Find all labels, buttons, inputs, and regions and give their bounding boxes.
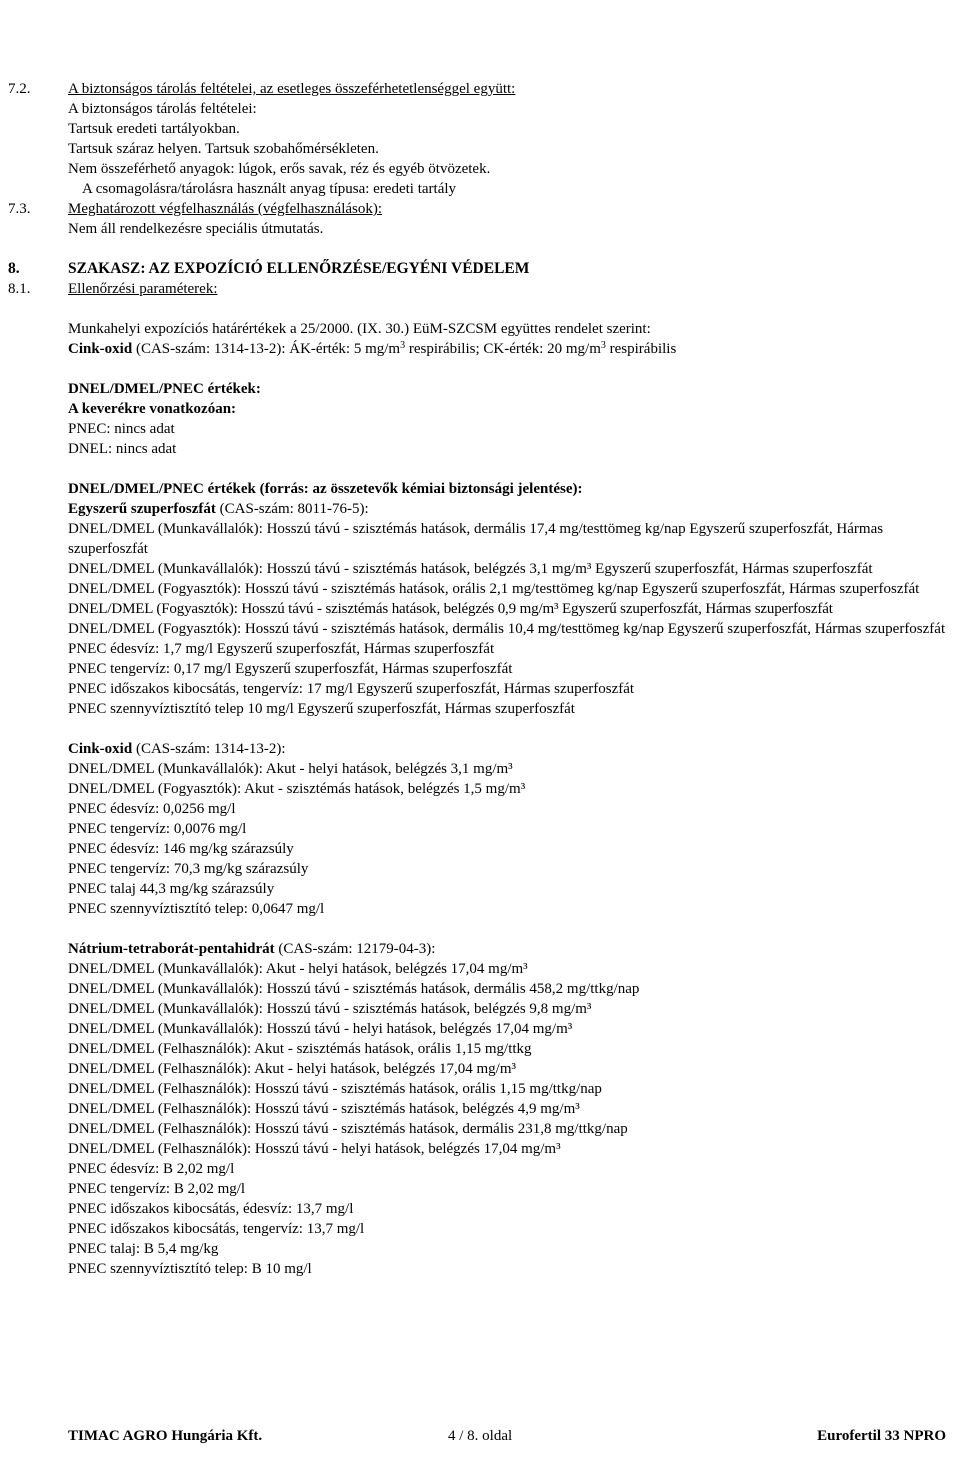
value-line: PNEC szennyvíztisztító telep: 0,0647 mg/l xyxy=(68,901,325,917)
value-line: PNEC talaj 44,3 mg/kg szárazsúly xyxy=(68,881,275,897)
created-date: Elkészítés időpontja: 2014. 01. 28. xyxy=(8,2,209,18)
end-use-line: Nem áll rendelkezésre speciális útmutatás. xyxy=(68,221,324,237)
section-title: Ellenőrzési paraméterek: xyxy=(68,281,218,297)
value-line: DNEL/DMEL (Fogyasztók): Hosszú távú - szisztémás hatások, orális 2,1 mg/testtömeg kg/nap Egyszerű szuperfoszfát, Hármas szuperfoszfát xyxy=(68,581,920,597)
section-number: 7.2. xyxy=(8,81,31,97)
mixture-subheading: A keverékre vonatkozóan: xyxy=(68,401,237,417)
document-body xyxy=(0,79,960,1279)
section-title: A biztonságos tárolás feltételei, az esetleges összeférhetetlenséggel együtt: xyxy=(68,81,516,97)
value-line: DNEL/DMEL (Felhasználók): Hosszú távú - szisztémás hatások, dermális 231,8 mg/ttkg/nap xyxy=(68,1121,628,1137)
value-line: DNEL/DMEL (Munkavállalók): Hosszú távú - szisztémás hatások, belégzés 3,1 mg/m³ Egyszerű szuperfoszfát, Hármas szuperfoszfát xyxy=(68,561,873,577)
section-number: 8. xyxy=(8,260,20,277)
review-date: Felülvizsgálat időpontja: 2014. 02. 20. xyxy=(8,20,232,36)
substance-heading: Nátrium-tetraborát-pentahidrát (CAS-szám: 12179-04-3): xyxy=(68,941,436,957)
value-line: DNEL/DMEL (Felhasználók): Hosszú távú - szisztémás hatások, belégzés 4,9 mg/m³ xyxy=(68,1101,580,1117)
mixture-values-heading: DNEL/DMEL/PNEC értékek: xyxy=(68,381,261,397)
page-header xyxy=(0,0,960,58)
storage-line: Nem összeférhető anyagok: lúgok, erős savak, réz és egyéb ötvözetek. xyxy=(68,161,491,177)
storage-line: Tartsuk száraz helyen. Tartsuk szobahőmérsékleten. xyxy=(68,141,379,157)
value-line: DNEL/DMEL (Munkavállalók): Hosszú távú - szisztémás hatások, belégzés 9,8 mg/m³ xyxy=(68,1001,592,1017)
value-line: DNEL/DMEL (Munkavállalók): Akut - helyi hatások, belégzés 3,1 mg/m³ xyxy=(68,761,513,777)
section-number: 8.1. xyxy=(8,281,31,297)
substance-heading: Cink-oxid (CAS-szám: 1314-13-2): xyxy=(68,741,286,757)
value-line: DNEL/DMEL (Munkavállalók): Hosszú távú - szisztémás hatások, dermális 17,4 mg/testtömeg kg/nap Egyszerű szuperfoszfát, Hármas szuperfoszfát xyxy=(68,521,884,557)
value-line: DNEL/DMEL (Munkavállalók): Hosszú távú - helyi hatások, belégzés 17,04 mg/m³ xyxy=(68,1021,573,1037)
packaging-type: A csomagolásra/tárolásra használt anyag típusa: eredeti tartály xyxy=(82,181,457,197)
exposure-limits-intro: Munkahelyi expozíciós határértékek a 25/2000. (IX. 30.) EüM-SZCSM együttes rendelet szerint: xyxy=(68,321,651,337)
value-line: PNEC tengervíz: 70,3 mg/kg szárazsúly xyxy=(68,861,309,877)
value-line: PNEC tengervíz: 0,0076 mg/l xyxy=(68,821,247,837)
component-values-heading: DNEL/DMEL/PNEC értékek (forrás: az összetevők kémiai biztonsági jelentése): xyxy=(68,481,583,497)
value-line: PNEC édesvíz: 1,7 mg/l Egyszerű szuperfoszfát, Hármas szuperfoszfát xyxy=(68,641,495,657)
version-number: Verziószám: 2 xyxy=(8,40,91,56)
page-footer xyxy=(0,1428,960,1452)
mixture-dnel: DNEL: nincs adat xyxy=(68,441,177,457)
section-7-2-heading xyxy=(0,79,960,99)
footer-page-number: 4 / 8. oldal xyxy=(448,1428,513,1444)
value-line: PNEC édesvíz: 146 mg/kg szárazsúly xyxy=(68,841,294,857)
value-line: DNEL/DMEL (Felhasználók): Akut - helyi hatások, belégzés 17,04 mg/m³ xyxy=(68,1061,517,1077)
substance-heading: Egyszerű szuperfoszfát (CAS-szám: 8011-76-5): xyxy=(68,501,369,517)
value-line: DNEL/DMEL (Fogyasztók): Hosszú távú - szisztémás hatások, dermális 10,4 mg/testtömeg kg/nap Egyszerű szuperfoszfát, Hármas szuperfoszfát xyxy=(68,621,946,637)
value-line: PNEC talaj: B 5,4 mg/kg xyxy=(68,1241,219,1257)
mixture-pnec: PNEC: nincs adat xyxy=(68,421,175,437)
value-line: PNEC édesvíz: 0,0256 mg/l xyxy=(68,801,236,817)
storage-conditions-label: A biztonságos tárolás feltételei: xyxy=(68,101,257,117)
value-line: PNEC időszakos kibocsátás, édesvíz: 13,7 mg/l xyxy=(68,1201,354,1217)
value-line: PNEC időszakos kibocsátás, tengervíz: 13,7 mg/l xyxy=(68,1221,365,1237)
value-line: DNEL/DMEL (Felhasználók): Hosszú távú - szisztémás hatások, orális 1,15 mg/ttkg/nap xyxy=(68,1081,602,1097)
section-title: SZAKASZ: AZ EXPOZÍCIÓ ELLENŐRZÉSE/EGYÉNI VÉDELEM xyxy=(68,260,530,277)
section-8-1-heading xyxy=(0,279,960,299)
value-line: PNEC szennyvíztisztító telep 10 mg/l Egyszerű szuperfoszfát, Hármas szuperfoszfát xyxy=(68,701,575,717)
header-url-link[interactable]: http://www.biztonsagiadatlap.hu xyxy=(767,20,956,36)
value-line: DNEL/DMEL (Felhasználók): Hosszú távú - helyi hatások, belégzés 17,04 mg/m³ xyxy=(68,1141,561,1157)
value-line: PNEC szennyvíztisztító telep: B 10 mg/l xyxy=(68,1261,312,1277)
footer-product-name: Eurofertil 33 NPRO xyxy=(817,1428,946,1444)
section-number: 7.3. xyxy=(8,201,31,217)
value-line: DNEL/DMEL (Felhasználók): Akut - szisztémás hatások, orális 1,15 mg/ttkg xyxy=(68,1041,532,1057)
value-line: PNEC tengervíz: B 2,02 mg/l xyxy=(68,1181,246,1197)
footer-company: TIMAC AGRO Hungária Kft. xyxy=(68,1428,263,1444)
zinc-oxide-exposure-limit: Cink-oxid (CAS-szám: 1314-13-2): ÁK-érték: 5 $mg/m^3$ respirábilis; CK-érték: 20 $mg/m^3$ respirábilis xyxy=(68,340,677,357)
value-line: DNEL/DMEL (Fogyasztók): Hosszú távú - szisztémás hatások, belégzés 0,9 mg/m³ Egyszerű szuperfoszfát, Hármas szuperfoszfát xyxy=(68,601,833,617)
storage-line: Tartsuk eredeti tartályokban. xyxy=(68,121,240,137)
section-7-3-heading xyxy=(0,199,960,219)
value-line: PNEC édesvíz: B 2,02 mg/l xyxy=(68,1161,235,1177)
value-line: PNEC tengervíz: 0,17 mg/l Egyszerű szuperfoszfát, Hármas szuperfoszfát xyxy=(68,661,513,677)
section-8-heading xyxy=(0,259,960,279)
section-title: Meghatározott végfelhasználás (végfelhasználások): xyxy=(68,201,383,217)
value-line: PNEC időszakos kibocsátás, tengervíz: 17 mg/l Egyszerű szuperfoszfát, Hármas szuperfoszfát xyxy=(68,681,635,697)
value-line: DNEL/DMEL (Munkavállalók): Akut - helyi hatások, belégzés 17,04 mg/m³ xyxy=(68,961,528,977)
value-line: DNEL/DMEL (Munkavállalók): Hosszú távú - szisztémás hatások, dermális 458,2 mg/ttkg/nap xyxy=(68,981,640,997)
value-line: DNEL/DMEL (Fogyasztók): Akut - szisztémás hatások, belégzés 1,5 mg/m³ xyxy=(68,781,526,797)
